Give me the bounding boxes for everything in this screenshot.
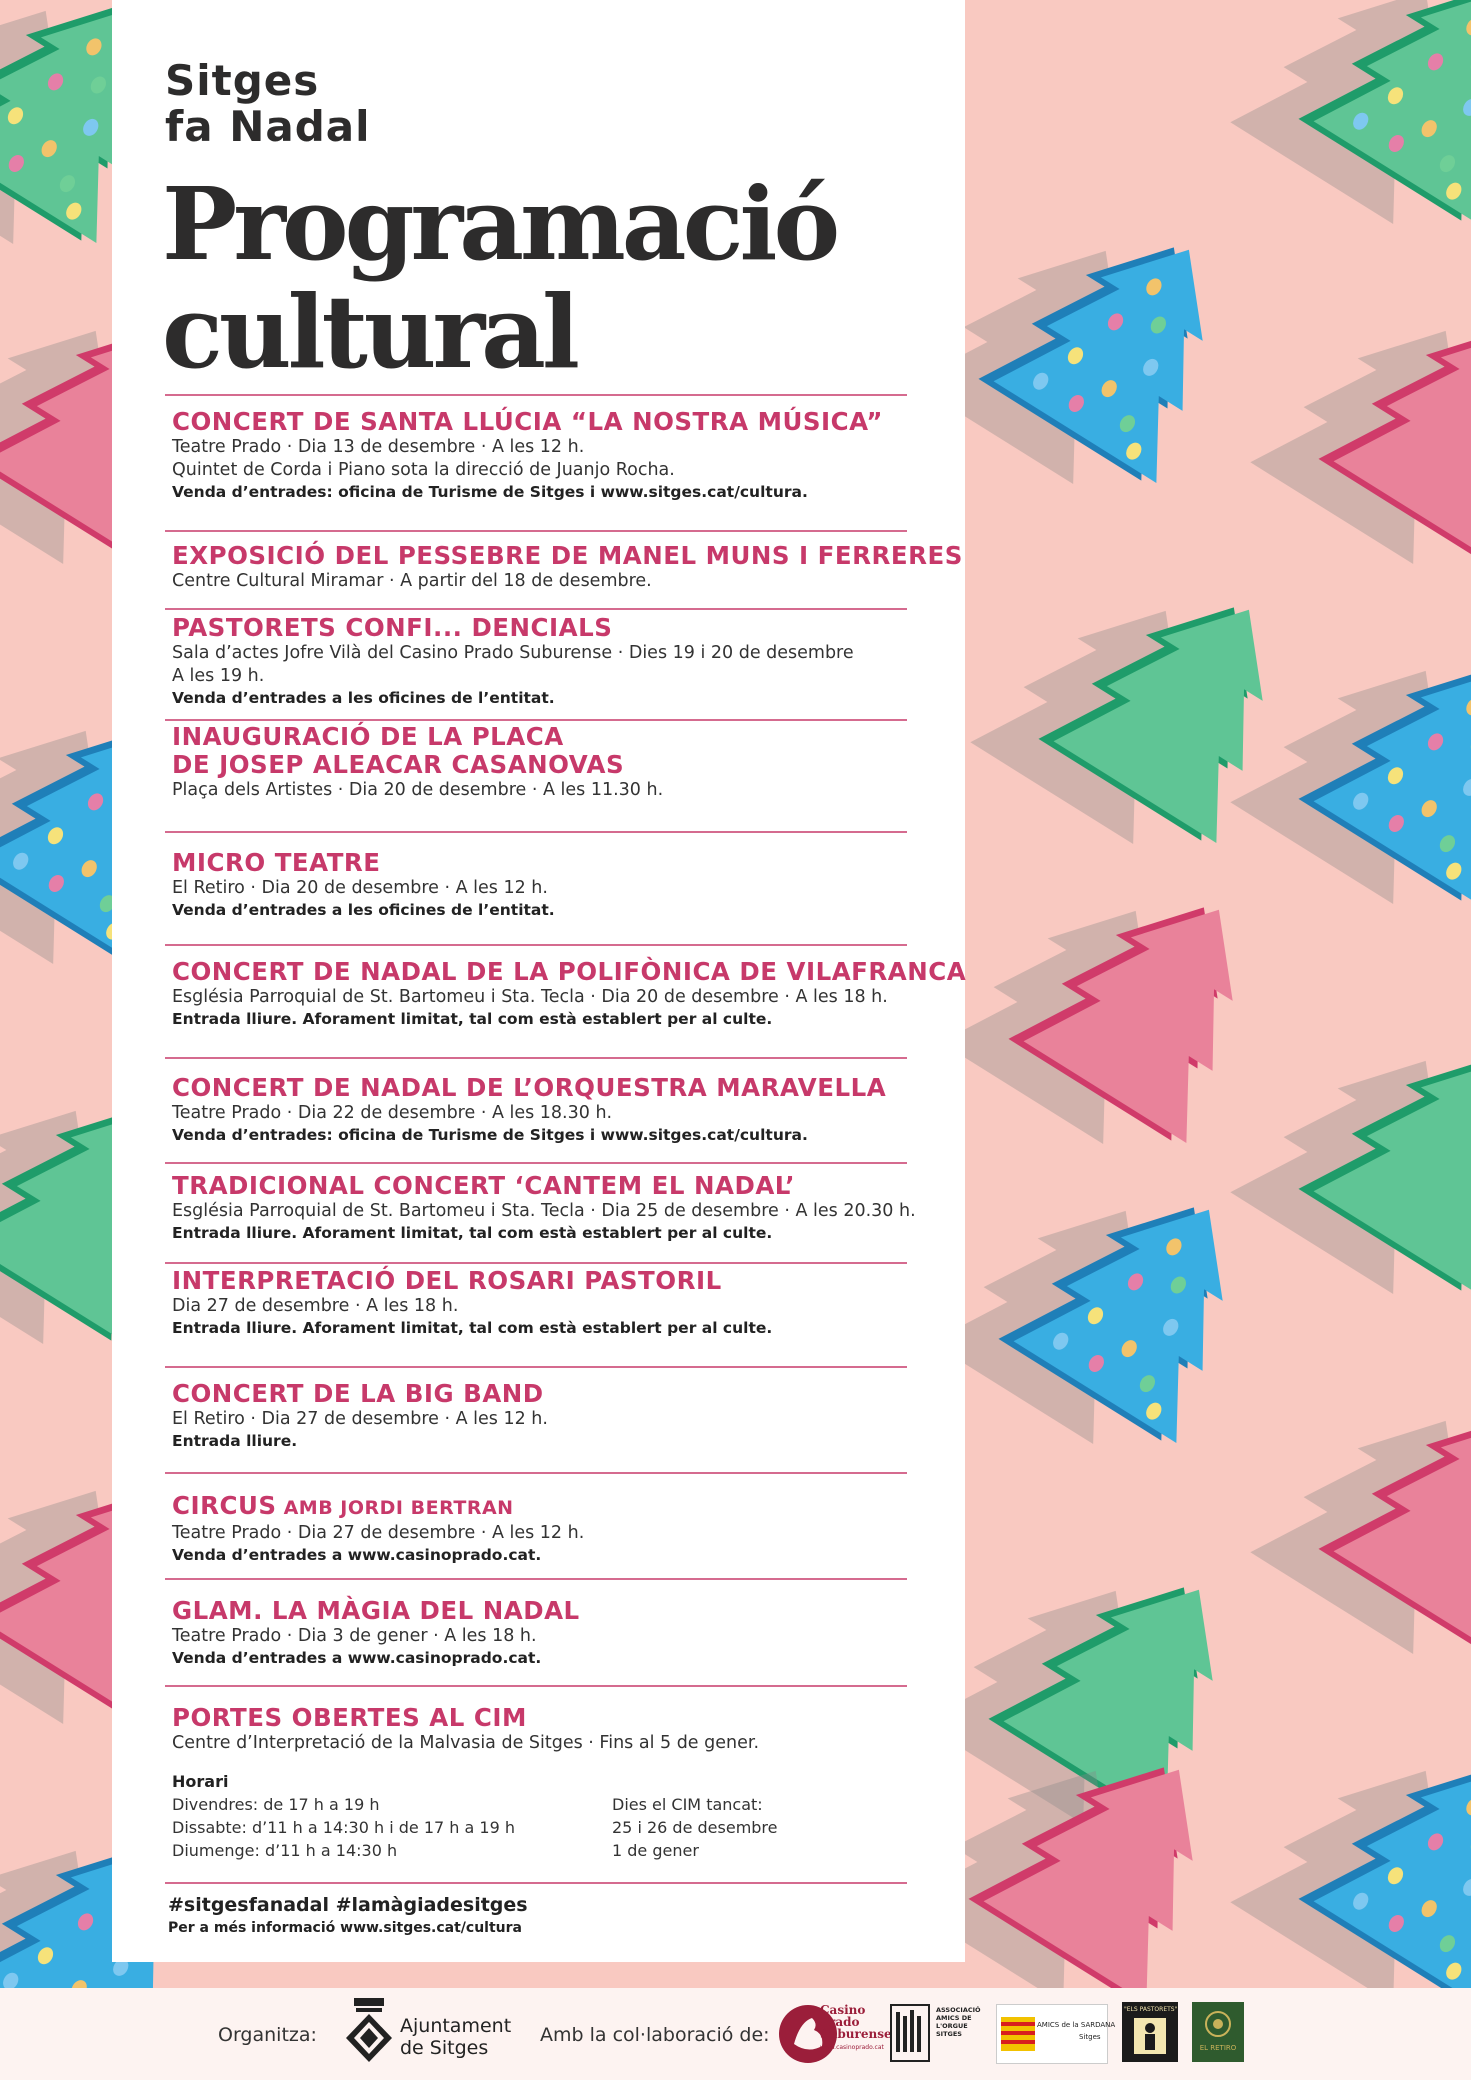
event-note: Entrada lliure. [172,1432,298,1450]
event-detail: Església Parroquial de St. Bartomeu i Sta. Tecla · Dia 25 de desembre · A les 20.30 h. [172,1201,916,1221]
event-title: PASTORETS CONFI... DENCIALS [172,613,613,642]
event-detail: Teatre Prado · Dia 13 de desembre · A les 12 h. [172,437,585,457]
event-title: INAUGURACIÓ DE LA PLACA [172,722,564,751]
el-retiro-logo: EL RETIRO [1192,2002,1244,2062]
ajuntament-logo: Ajuntament de Sitges [400,2015,512,2059]
horari-label: Horari [172,1772,229,1791]
event-item [172,957,967,1030]
event-title: CONCERT DE LA BIG BAND [172,1379,544,1408]
event-note: Venda d’entrades a les oficines de l’entitat. [172,901,555,919]
event-title: EXPOSICIÓ DEL PESSEBRE DE MANEL MUNS I FERRERES [172,541,963,570]
divider [165,944,907,946]
tree-icon [1230,582,1471,941]
event-detail: Església Parroquial de St. Bartomeu i Sta. Tecla · Dia 20 de desembre · A les 18 h. [172,987,888,1007]
event-item [172,849,932,921]
event-title: TRADICIONAL CONCERT ‘CANTEM EL NADAL’ [172,1171,796,1200]
casino-prado-logo: Casino Prado Suburense www.casinoprado.cat [778,2002,878,2066]
event-title: GLAM. LA MÀGIA DEL NADAL [172,1596,580,1625]
divider [165,1366,907,1368]
event-detail: Plaça dels Artistes · Dia 20 de desembre · A les 11.30 h. [172,780,664,800]
event-item [172,1267,932,1339]
event-title: MICRO TEATRE [172,848,381,877]
page-title: Programació cultural [162,165,837,391]
event-note: Venda d’entrades a les oficines de l’entitat. [172,689,555,707]
divider [165,1262,907,1264]
event-item [172,1597,932,1669]
collaboracio-label: Amb la col·laboració de: [540,2024,770,2046]
tree-icon [1250,242,1471,601]
divider [165,831,907,833]
event-detail: Teatre Prado · Dia 3 de gener · A les 18 h. [172,1626,537,1646]
tree-icon [930,1122,1290,1481]
divider [165,1578,907,1580]
divider [165,1882,907,1884]
tree-icon [1230,972,1471,1331]
divider [165,530,907,532]
retiro-emblem-icon [1204,2010,1232,2038]
event-item [172,614,932,709]
event-note: Venda d’entrades a www.casinoprado.cat. [172,1546,542,1564]
pastorets-figure-icon [1134,2018,1166,2054]
event-detail: Teatre Prado · Dia 22 de desembre · A les 18.30 h. [172,1103,613,1123]
event-title: PORTES OBERTES AL CIM [172,1703,527,1732]
event-item [172,1172,932,1244]
event-item [172,1380,932,1452]
ajuntament-crest-icon [344,1998,394,2064]
sardana-flag-icon [1001,2017,1035,2051]
event-note: Venda d’entrades: oficina de Turisme de Sitges i www.sitges.cat/cultura. [172,1126,808,1144]
event-item [172,1492,932,1566]
tree-icon [940,822,1300,1181]
event-note: Entrada lliure. Aforament limitat, tal com està establert per al culte. [172,1319,773,1337]
cim-schedule [172,1770,932,1870]
event-detail: Quintet de Corda i Piano sota la direcció de Juanjo Rocha. [172,460,675,480]
amics-sardana-logo: AMICS de la SARDANA Sitges [996,2004,1108,2064]
amics-orgue-logo: ASSOCIACIÓ AMICS DE L'ORGUE SITGES [890,2004,986,2062]
brand-logo: Sitges fa Nadal [165,56,371,151]
event-title: INTERPRETACIÓ DEL ROSARI PASTORIL [172,1266,722,1295]
event-note: Entrada lliure. Aforament limitat, tal com està establert per al culte. [172,1224,773,1242]
event-title: CONCERT DE NADAL DE LA POLIFÒNICA DE VILAFRANCA [172,957,967,986]
event-detail: Dia 27 de desembre · A les 18 h. [172,1296,459,1316]
event-title-small: AMB JORDI BERTRAN [276,1497,514,1519]
event-detail: El Retiro · Dia 27 de desembre · A les 12 h. [172,1409,548,1429]
event-title-line2: DE JOSEP ALEACAR CASANOVAS [172,750,625,779]
organ-icon [890,2004,930,2062]
divider [165,719,907,721]
schedule-line: Dissabte: d’11 h a 14:30 h i de 17 h a 19 h [172,1818,515,1837]
divider [165,1472,907,1474]
event-note: Venda d’entrades a www.casinoprado.cat. [172,1649,542,1667]
event-note: Venda d’entrades: oficina de Turisme de Sitges i www.sitges.cat/cultura. [172,483,808,501]
event-title: CONCERT DE NADAL DE L’ORQUESTRA MARAVELLA [172,1073,887,1102]
cim-closed-days: Dies el CIM tancat: 25 i 26 de desembre 1 de gener [612,1795,778,1860]
event-detail: Centre Cultural Miramar · A partir del 18 de desembre. [172,571,652,591]
event-item [172,1704,932,1755]
event-item [172,541,963,593]
event-item [172,408,932,503]
more-info-link[interactable]: Per a més informació www.sitges.cat/cultura [168,1920,522,1936]
event-detail: Teatre Prado · Dia 27 de desembre · A les 12 h. [172,1523,585,1543]
els-pastorets-logo: "ELS PASTORETS" [1122,2002,1178,2062]
hashtags: #sitgesfanadal #lamàgiadesitges [168,1894,528,1916]
event-detail: Sala d’actes Jofre Vilà del Casino Prado Suburense · Dies 19 i 20 de desembre [172,643,854,663]
event-item [172,1074,932,1146]
tree-icon [1230,0,1471,261]
divider [165,1685,907,1687]
event-title: CONCERT DE SANTA LLÚCIA “LA NOSTRA MÚSICA” [172,407,883,436]
event-item [172,723,932,802]
schedule-line: Diumenge: d’11 h a 14:30 h [172,1841,398,1860]
event-detail: Centre d’Interpretació de la Malvasia de Sitges · Fins al 5 de gener. [172,1733,760,1753]
event-detail: El Retiro · Dia 20 de desembre · A les 12 h. [172,878,548,898]
tree-icon [1250,1332,1471,1691]
event-note: Entrada lliure. Aforament limitat, tal com està establert per al culte. [172,1010,773,1028]
divider [165,394,907,396]
event-detail: A les 19 h. [172,666,265,686]
schedule-line: Divendres: de 17 h a 19 h [172,1795,380,1814]
divider [165,1057,907,1059]
divider [165,1162,907,1164]
event-title: CIRCUS AMB JORDI BERTRAN [172,1491,514,1520]
organitza-label: Organitza: [218,2024,317,2046]
divider [165,608,907,610]
